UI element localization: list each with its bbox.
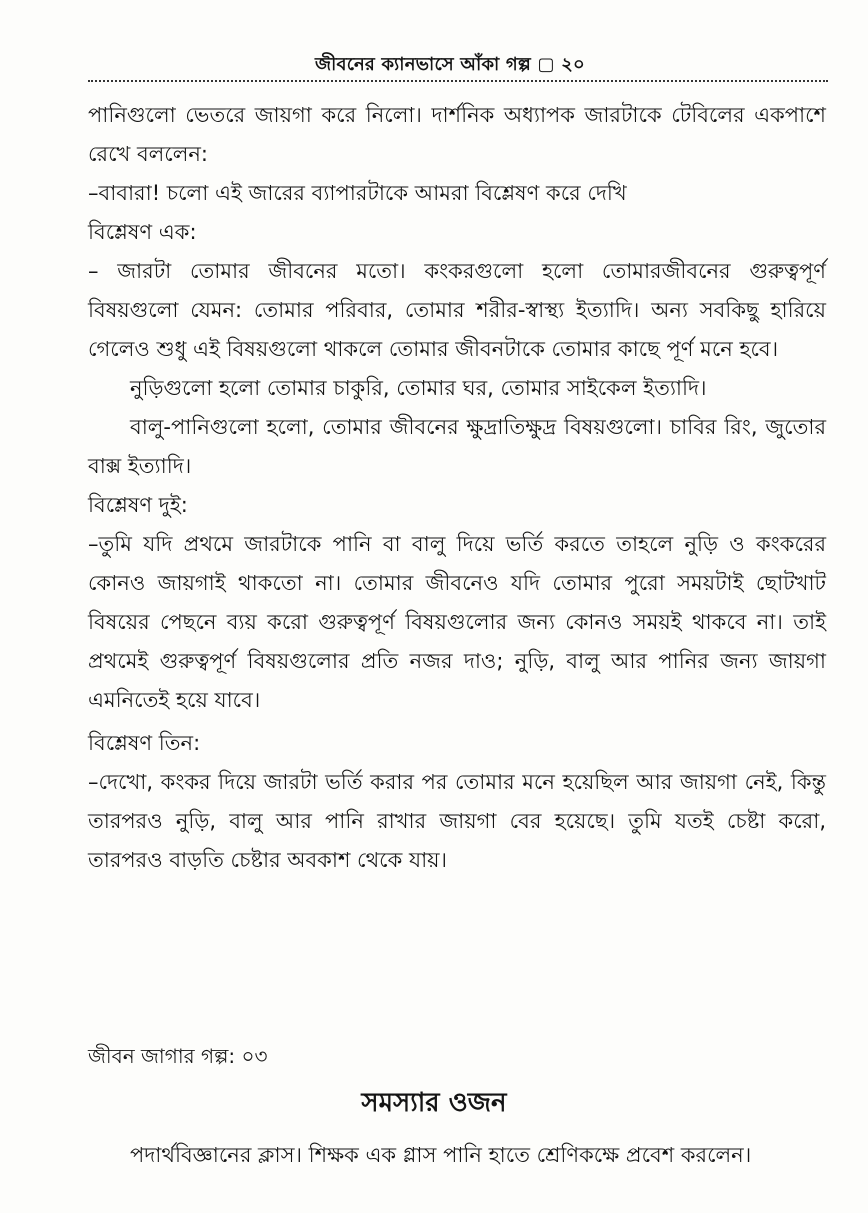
paragraph: নুড়িগুলো হলো তোমার চাকুরি, তোমার ঘর, তোমার সাইকেল ইত্যাদি। [130,376,707,400]
paragraph: পদার্থবিজ্ঞানের ক্লাস। শিক্ষক এক গ্লাস পানি হাতে শ্রেণিকক্ষে প্রবেশ করলেন। [130,1143,752,1167]
paragraph: –তুমি যদি প্রথমে জারটাকে পানি বা বালু দিয়ে ভর্তি করতে তাহলে নুড়ি ও কংকরের কোনও জায়গাই থাকতো না। তোমার জীবনেও যদি তোমার পুরো সময়টাই ছোটখাট বিষয়ের পেছনে ব্যয় করো গুরুত্বপূর্ণ বিষয়গুলোর জন্য কোনও সময়ই থাকবে না। তাই প্রথমেই গুরুত্বপূর্ণ বিষয়গুলোর প্রতি নজর দাও; নুড়ি, বালু আর পানির জন্য জায়গা এমনিতেই হয়ে যাবে। [88,532,827,712]
paragraph: – জারটা তোমার জীবনের মতো। কংকরগুলো হলো তোমারজীবনের গুরুত্বপূর্ণ বিষয়গুলো যেমন: তোমার পরিবার, তোমার শরীর-স্বাস্থ্য ইত্যাদি। অন্য সবকিছু হারিয়ে গেলেও শুধু এই বিষয়গুলো থাকলে তোমার জীবনটাকে তোমার কাছে পূর্ণ মনে হবে। [88,259,826,361]
paragraph: পানিগুলো ভেতরে জায়গা করে নিলো। দার্শনিক অধ্যাপক জারটাকে টেবিলের একপাশে রেখে বললেন: [88,103,826,166]
running-head: জীবনের ক্যানভাসে আঁকা গল্প ▢ ২০ [315,54,585,75]
paragraph: বালু-পানিগুলো হলো, তোমার জীবনের ক্ষুদ্রাতিক্ষুদ্র বিষয়গুলো। চাবির রিং, জুতোর বাক্স ইত্যাদি। [88,415,826,478]
paragraph: –দেখো, কংকর দিয়ে জারটা ভর্তি করার পর তোমার মনে হয়েছিল আর জায়গা নেই, কিন্তু তারপরও নুড়ি, বালু আর পানি রাখার জায়গা বের হয়েছে। তুমি যতই চেষ্টা করো, তারপরও বাড়তি চেষ্টার অবকাশ থেকে যায়। [88,770,826,872]
section-heading: বিশ্লেষণ দুই: [88,493,188,517]
story-body [88,96,826,880]
header-divider [88,80,828,82]
story-title: সমস্যার ওজন [361,1088,507,1118]
section-heading: বিশ্লেষণ এক: [88,220,197,244]
next-story-body [88,1136,826,1175]
section-heading: বিশ্লেষণ তিন: [88,731,201,755]
series-label: জীবন জাগার গল্প: ০৩ [88,1044,268,1068]
dialogue-line: –বাবারা! চলো এই জারের ব্যাপারটাকে আমরা বিশ্লেষণ করে দেখি [88,181,627,205]
